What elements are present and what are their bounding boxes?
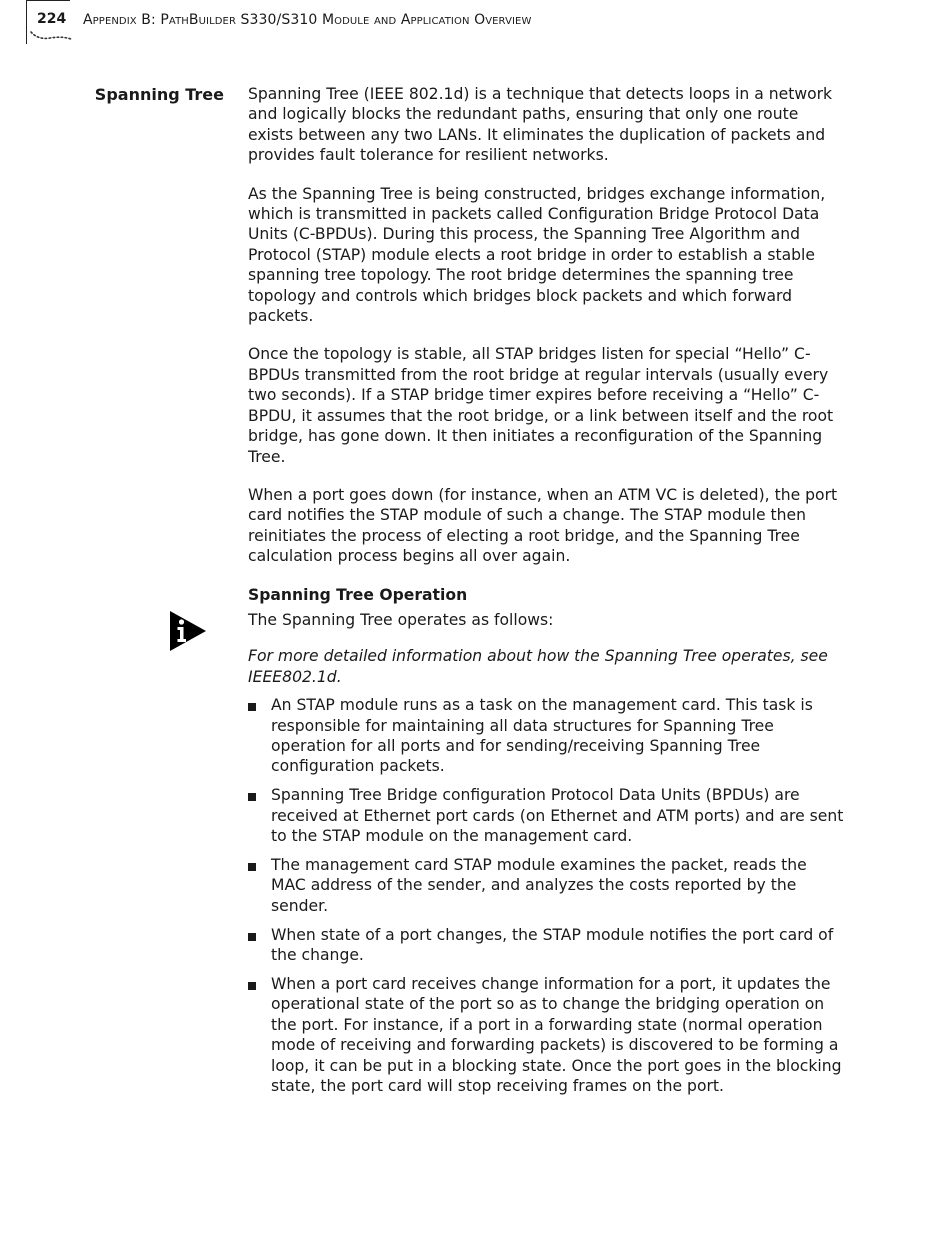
list-item [248,785,846,846]
bullet-square-icon [248,793,256,801]
header-dotted-arc [30,30,72,42]
list-item-text: An STAP module runs as a task on the management card. This task is responsible for maintaining all data structures for Spanning Tree operation for all ports and for sending/receiving Spanning Tree configuration packets. [271,696,813,776]
header-rule-vertical [26,0,27,44]
paragraph: When a port goes down (for instance, when an ATM VC is deleted), the port card notifies the STAP module of such a change. The STAP module then reinitiates the process of electing a root bridge, and the Spanning Tree calculation process begins all over again. [248,485,838,566]
intro-text: The Spanning Tree operates as follows: [248,610,554,629]
paragraph: As the Spanning Tree is being constructed, bridges exchange information, which is transmitted in packets called Configuration Bridge Protocol Data Units (C-BPDUs). During this process, the Spanning Tree Algorithm and Protocol (STAP) module elects a root bridge in order to establish a stable spanning tree topology. The root bridge determines the spanning tree topology and controls which bridges block packets and which forward packets. [248,184,826,326]
bullet-square-icon [248,703,256,711]
list-item [248,974,846,1096]
list-item [248,855,846,916]
info-icon [170,611,206,651]
list-item [248,925,846,966]
bullet-list [248,695,846,1096]
list-item [248,695,846,777]
list-item-text: When state of a port changes, the STAP module notifies the port card of the change. [271,925,834,965]
header-rule-horizontal [26,0,70,1]
bullet-square-icon [248,933,256,941]
list-item-text: The management card STAP module examines the packet, reads the MAC address of the sender, and analyzes the costs reported by the sender. [271,856,807,915]
section-heading: Spanning Tree [94,85,224,104]
subsection-heading: Spanning Tree Operation [248,585,468,604]
paragraph: Spanning Tree (IEEE 802.1d) is a technique that detects loops in a network and logically blocks the redundant paths, ensuring that only one route exists between any two LANs. It eliminates the duplication of packets and provides fault tolerance for resilient networks. [248,85,833,165]
bullet-square-icon [248,982,256,990]
bullet-square-icon [248,863,256,871]
info-note: For more detailed information about how the Spanning Tree operates, see IEEE802.1d. [248,647,828,686]
page-number: 224 [37,11,67,27]
paragraph: Once the topology is stable, all STAP bridges listen for special “Hello” C-BPDUs transmitted from the root bridge at regular intervals (usually every two seconds). If a STAP bridge timer expires before receiving a “Hello” C-BPDU, it assumes that the root bridge, or a link between itself and the root bridge, has gone down. It then initiates a reconfiguration of the Spanning Tree. [248,345,834,466]
main-column [248,84,846,1105]
list-item-text: Spanning Tree Bridge configuration Protocol Data Units (BPDUs) are received at Ethernet port cards (on Ethernet and ATM ports) and are sent to the STAP module on the management card. [271,786,844,846]
list-item-text: When a port card receives change information for a port, it updates the operational state of the port so as to change the bridging operation on the port. For instance, if a port in a forwarding state (normal operation mode of receiving and forwarding packets) is discovered to be forming a loop, it can be put in a blocking state. Once the port goes in the blocking state, the port card will stop receiving frames on the port. [271,975,842,1096]
running-title: Appendix B: PathBuilder S330/S310 Module and Application Overview [83,12,532,28]
